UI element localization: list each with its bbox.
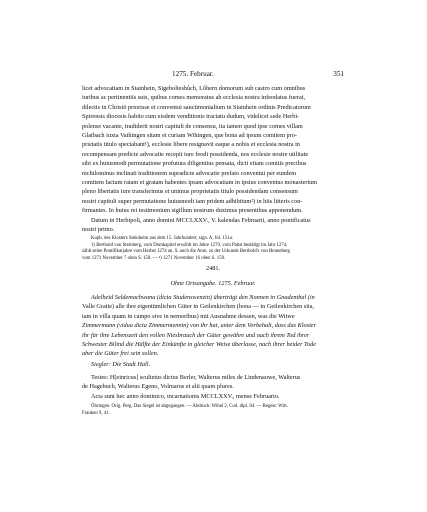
footnote-line: Kopb. des Klosters Steinheim aus dem 15. Jahrhundert, sign. A, fol. 151a. [91,236,234,241]
footnotes-block-2 [82,404,344,417]
text-line: Spirensis diocesis habito cum eisdem venditionis tractatu dudum, videlicet sede Herbi- [82,113,300,121]
text-line: recompensam predicte advocatie recepit iure feodi possidenda, nos ecclesie nostre utilitate [82,150,309,158]
page-number: 351 [333,70,344,78]
text-line: iuribus ac pertinentiis suis, quibus comes memoratus ab ecclesia nostra infeodatus fuerat, [82,94,306,102]
siegler-line: Siegler: Die Stadt Hall. [91,360,151,368]
summary-line: aber die Güter frei sein sollen. [82,350,159,358]
doc-subtitle [82,279,344,288]
text-line: firmantes. In huius rei testimonium sigillum nostrum duximus presentibus apponendum. [82,207,303,215]
text-line: nostri capituli super permutatione huiusmodi iam pridem adhibitum²) in hiis litteris con- [82,197,303,205]
summary-line: Zimmermann (vidua dicta Zimmermennin) von ihr hat, unter dem Vorbehalt, dass das Kloster [82,322,317,330]
header-year: 1275. Februar. [172,70,214,78]
footnote-line: Öhringen. Orig. Perg. Das Siegel ist abgegangen. — Abdruck: Wibel 2, Cod. dipl. 84. — Regest: Wirt. [91,404,288,409]
text-line: licet advocatiam in Stainhein, Sigeboltesbůch, Lôhern domorum sub castro cum omnibus [82,85,306,92]
text-line: nostri primo. [82,226,115,234]
text-line: pleno libertatis iure transferimus et unimus proprietatis titulo possidendam consensum [82,188,298,196]
text-line: prietatis titulo spectabant¹), ecclesie libere resignavit eaque a nobis et ecclesia nostra in [82,141,300,149]
footnotes-block-1 [82,236,344,262]
text-line: sibi ex huiusmodi permutatione profutura diligentius pensata, dicti etiam comitis precibus [82,160,307,168]
testes-line: de Hagebuch, Walterus Egeno, Volmarus et alii quam plures. [82,383,234,391]
footnote-line: vom 1271 November 7 oben S. 158. — ²) 1271 November 16 oben S. 159. [82,255,226,261]
summary-block [82,293,344,369]
summary-line: ihr für ihre Lebenszeit den vollen Niesbrauch der Güter gewähre und nach ihrem Tod ihrer [82,331,310,339]
doc-number-block [82,264,344,273]
text-line: Glatbach iuxta Vaihingen sitam et curiam Wihingen, que bona ad ipsum comitem pro- [82,132,297,140]
summary-line: Adelheid Seldemachwana (dicta Studenswenzin) überträgt den Nonnen in Gnadenthal (in [91,294,315,301]
doc-subtitle-text: Ohne Ortsangabe. 1275. Februar. [170,280,256,287]
testes-block [82,373,344,401]
doc-subtitle-block [82,279,344,288]
testes-line: Testes: H[einricus] scultetus dictus Berler, Walterus miles de Lindenauwe, Walterus [91,374,301,381]
footnote-line: Franken 9, 41. [82,410,110,416]
testes-line: Acta sunt hec anno dominico, incarnationis MCCLXXV., mense Februario. [91,392,280,400]
text-line: nichilominus inclinati traditionem supradicte advocatie prefato conventui per eundem [82,169,297,177]
text-line: comitem factam ratam et gratam habentes ipsam advocatiam in ipsius conventus monasterium [82,179,318,187]
doc-number: 2481. [205,265,221,272]
footnote-line: 1) Berthold von Sternberg, vom Domkapitel erwählt im Jahre 1270, vom Pabst bestätigt im Jahr 1274, [91,242,288,248]
text-line: dilectis in Christō priorisse et conventui sanctimonialium in Stainhein ordinis Predicatorum [82,103,311,111]
running-header [82,70,344,81]
summary-line: Schwester Bilind die Hälfte der Einkünfte in gleicher Weise überlasse, nach ihrer beider Tode [82,341,316,349]
footnote-line: zählt seine Pontifikatjahre vom Herbst 1274 an. S. auch die Anm. zu der Urkunde Berthold's von Henneberg [82,249,290,255]
summary-line: tam in villa quam in campo sive in nemoribus) mit Ausnahme dessen, was die Witwe [82,312,295,320]
text-line: Datum in Herbipoli, anno domini MCCLXXV., V. kalendas Februarii, anno pontificatus [91,216,311,224]
main-text-block [82,84,344,235]
text-line: polense vacante, tradiderit nostri capituli de consensu, ita tamen quod ipse comes villam [82,122,303,130]
summary-line: Valle Gratie) alle ihre eigentümlichen Güter in Geilenkirchen (bona — in Geilenkirchen sita, [82,303,315,311]
